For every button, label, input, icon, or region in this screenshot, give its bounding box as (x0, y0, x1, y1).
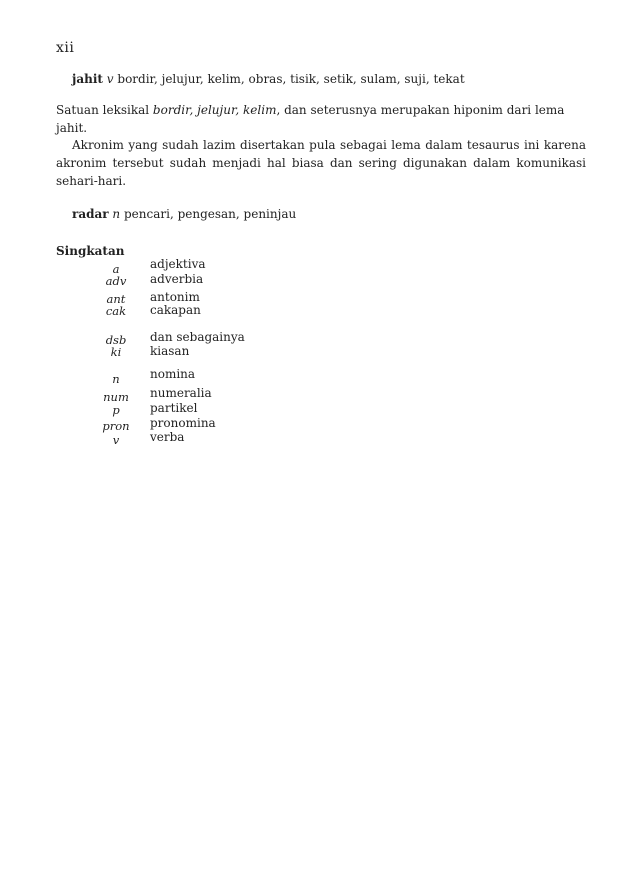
abbr-key: num (103, 390, 129, 404)
entry-synonyms: bordir, jelujur, kelim, obras, tisik, setik, sulam, suji, tekat (117, 72, 465, 86)
abbr-meaning: partikel (150, 401, 198, 415)
entry-headword: jahit (72, 72, 103, 86)
abbr-meaning: kiasan (150, 344, 190, 358)
abbr-meaning: adjektiva (150, 257, 206, 271)
paragraph-italic: bordir, jelujur, kelim (152, 103, 277, 117)
abbr-key: ant (106, 292, 126, 306)
abbr-meaning: pronomina (150, 416, 216, 430)
paragraph-lead: Satuan leksikal (56, 103, 150, 117)
entry-headword: radar (72, 207, 109, 221)
paragraph-tail: , dan seterusnya merupakan hiponim dari lema jahit. (56, 103, 565, 135)
abbr-key: p (112, 403, 120, 417)
abbr-key: pron (102, 419, 130, 433)
abbr-key: adv (105, 274, 127, 288)
abbr-meaning: verba (150, 430, 185, 444)
abbr-meaning: antonim (150, 290, 200, 304)
page-number: xii (56, 40, 75, 56)
entry-radar (72, 207, 296, 221)
entry-pos: n (112, 207, 121, 221)
abbr-meaning: numeralia (150, 386, 212, 400)
entry-synonyms: pencari, pengesan, peninjau (123, 207, 297, 221)
entry-jahit (72, 72, 465, 86)
abbr-key: v (112, 433, 120, 447)
abbr-meaning: dan sebagainya (150, 330, 245, 344)
abbr-meaning: cakapan (150, 303, 201, 317)
abbr-meaning: nomina (150, 367, 196, 381)
abbr-key: a (112, 262, 120, 276)
abbreviations-title: Singkatan (56, 244, 125, 258)
abbr-key: cak (105, 304, 127, 318)
paragraph-hiponim (56, 101, 586, 137)
paragraph-akronim: Akronim yang sudah lazim disertakan pula sebagai lema dalam tesaurus ini karena akronim tersebut sudah menjadi hal biasa dan sering digunakan dalam komunikasi sehari-hari. (56, 138, 586, 188)
abbr-meaning: adverbia (150, 272, 204, 286)
entry-pos: v (106, 72, 114, 86)
abbr-key: ki (110, 345, 122, 359)
abbr-key: dsb (105, 333, 127, 347)
abbr-key: n (112, 372, 120, 386)
